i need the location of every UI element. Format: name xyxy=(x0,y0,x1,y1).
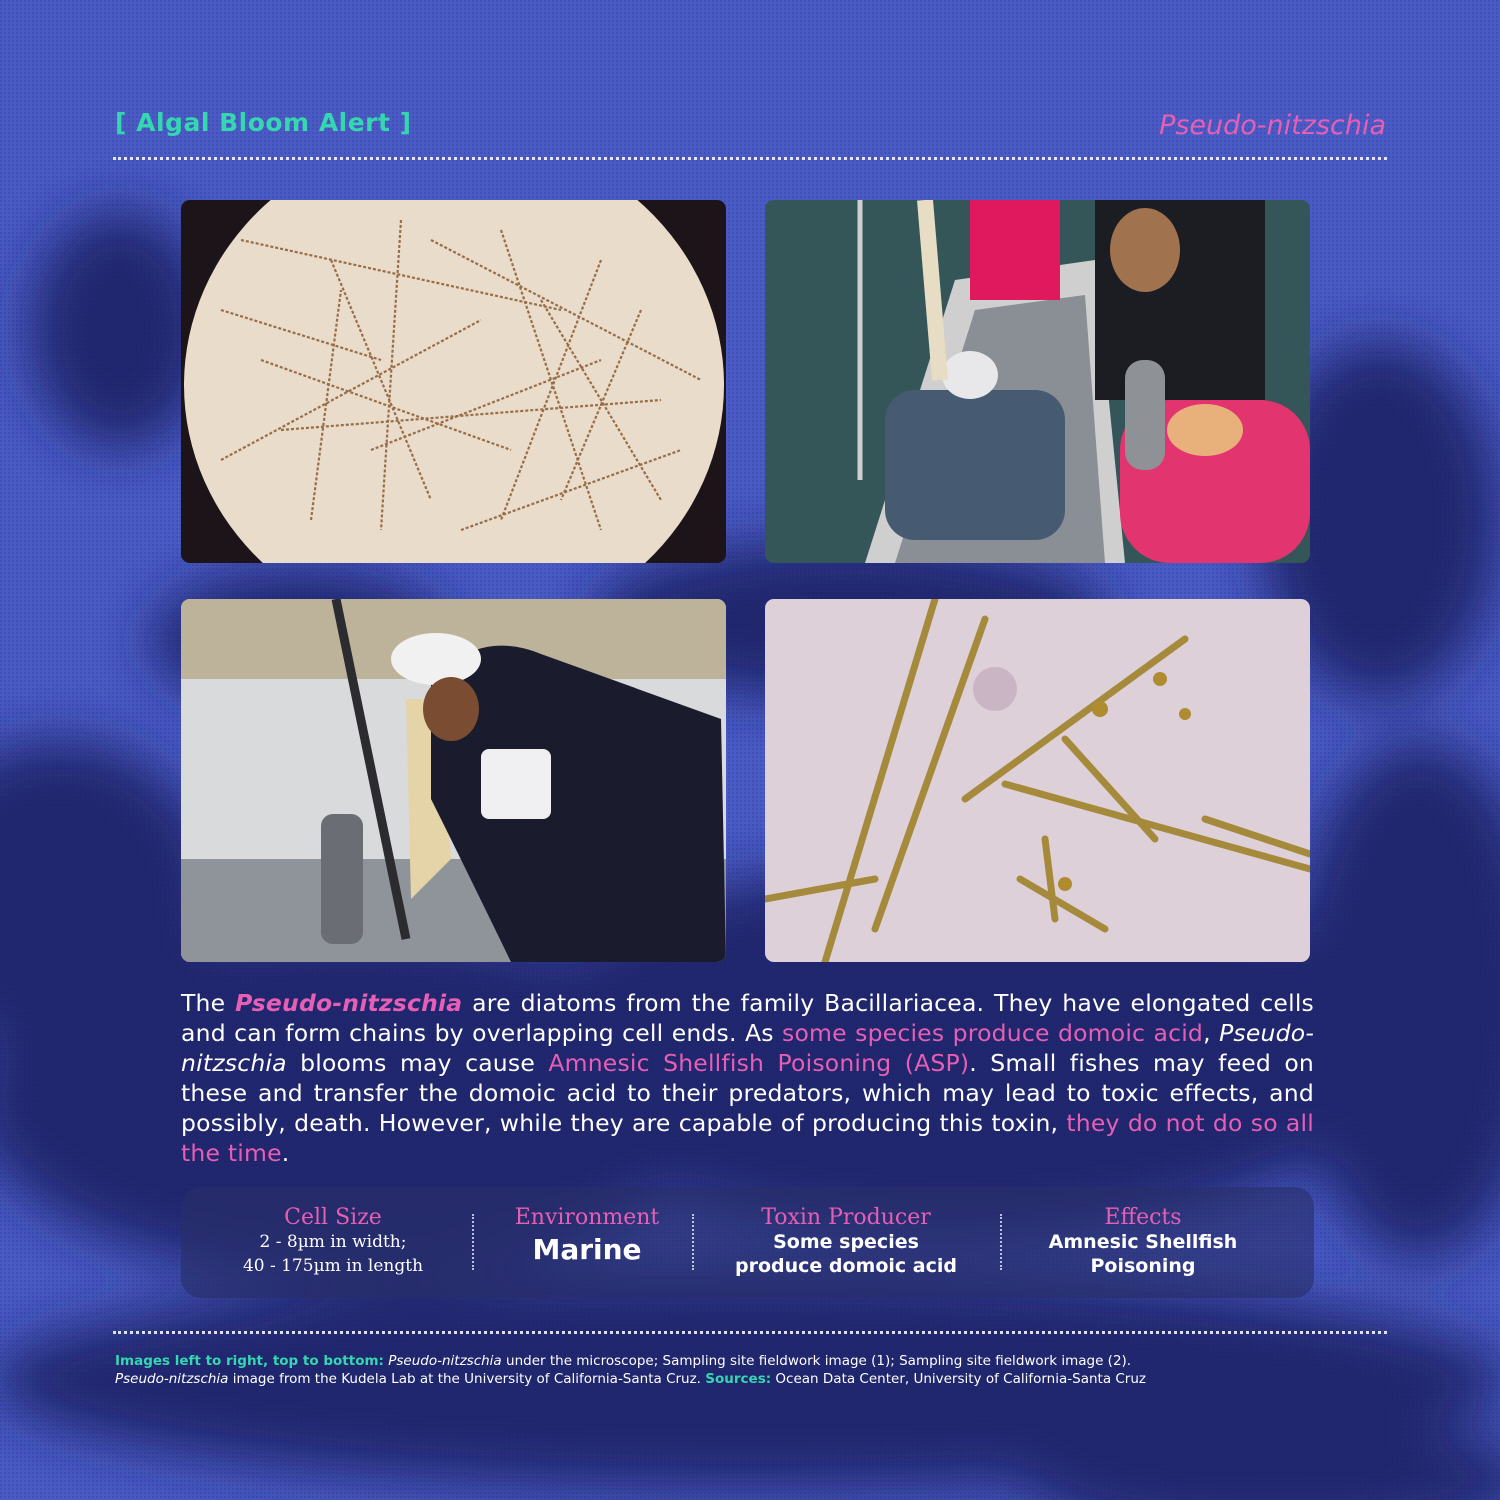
header-title: [ Algal Bloom Alert ] xyxy=(115,108,412,137)
fact-divider xyxy=(692,1214,694,1270)
fact-effects xyxy=(1011,1187,1275,1298)
photo-fieldwork-boat-2 xyxy=(181,599,726,962)
fact-value: 2 - 8µm in width; xyxy=(259,1232,407,1252)
photo-cells-closeup xyxy=(765,599,1310,962)
fact-environment xyxy=(481,1187,693,1298)
fact-divider xyxy=(472,1214,474,1270)
fact-toxin-producer xyxy=(701,1187,991,1298)
image-credits: Images left to right, top to bottom: Pseudo-nitzschia under the microscope; Sampling site fieldwork image (1); Sampling site fieldwork image (2). Pseudo-nitzschia image from the Kudela Lab at the University of California-Santa Cruz. Sources: Ocean Data Center, University of California-Santa Cruz xyxy=(115,1353,1146,1387)
fact-value: produce domoic acid xyxy=(734,1255,957,1277)
fact-value: Amnesic Shellfish xyxy=(1048,1231,1238,1253)
description-paragraph: The Pseudo-nitzschia are diatoms from the family Bacillariacea. They have elongated cells and can form chains by overlapping cell ends. As some species produce domoic acid, Pseudo-nitzschia blooms may cause Amnesic Shellfish Poisoning (ASP). Small fishes may feed on these and transfer the domoic acid to their predators, which may lead to toxic effects, and possibly, death. However, while they are capable of producing this toxin, they do not do so all the time. xyxy=(181,989,1315,1167)
top-dotted-rule xyxy=(113,157,1387,160)
photo-microscope-view xyxy=(181,200,726,563)
fact-divider xyxy=(1000,1214,1002,1270)
fact-label: Effects xyxy=(1104,1205,1182,1230)
fact-label: Toxin Producer xyxy=(761,1205,931,1230)
fact-value: Poisoning xyxy=(1090,1255,1196,1277)
fact-value: Marine xyxy=(532,1233,642,1266)
fact-label: Environment xyxy=(514,1205,660,1230)
fact-value: 40 - 175µm in length xyxy=(242,1256,424,1276)
bottom-dotted-rule xyxy=(113,1331,1387,1334)
photo-fieldwork-boat-1 xyxy=(765,200,1310,563)
header-species-name: Pseudo-nitzschia xyxy=(1159,110,1386,141)
fact-cell-size xyxy=(203,1187,463,1298)
fact-value: Some species xyxy=(773,1231,919,1253)
fact-label: Cell Size xyxy=(284,1205,382,1230)
facts-panel xyxy=(181,1187,1314,1298)
